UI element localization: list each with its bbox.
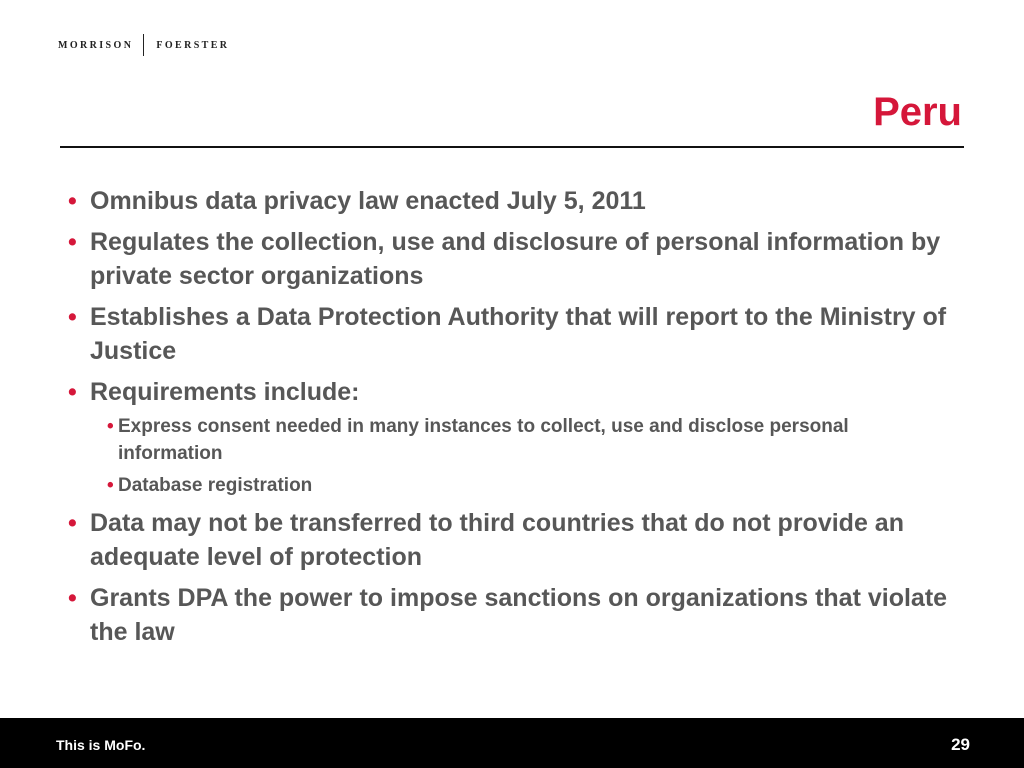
- bullet-item: [68, 300, 948, 368]
- bullet-text: Establishes a Data Protection Authority that will report to the Ministry of Justice: [90, 303, 947, 365]
- bullet-item: [68, 506, 948, 574]
- bullet-text: Omnibus data privacy law enacted July 5, 2011: [90, 187, 646, 215]
- sub-bullet-item: [90, 413, 948, 467]
- bullet-item: [68, 184, 948, 218]
- sub-bullet-text: Database registration: [118, 475, 313, 496]
- sub-bullet-list: [90, 413, 948, 499]
- bullet-text: Grants DPA the power to impose sanctions on organizations that violate the law: [90, 584, 948, 646]
- logo-left-text: MORRISON: [58, 39, 134, 51]
- slide-title: Peru: [873, 90, 962, 134]
- bullet-item: [68, 581, 948, 649]
- bullet-text: Requirements include:: [90, 378, 360, 406]
- title-rule: [60, 146, 964, 148]
- page-number: 29: [951, 735, 970, 754]
- bullet-text: Regulates the collection, use and disclosure of personal information by private sector organizations: [90, 228, 941, 290]
- footer-bar: [0, 718, 1024, 768]
- bullet-list: [68, 184, 948, 649]
- bullet-text: Data may not be transferred to third countries that do not provide an adequate level of protection: [90, 509, 904, 571]
- logo-divider: [143, 34, 144, 56]
- slide-content: [68, 184, 948, 656]
- bullet-item: [68, 375, 948, 499]
- firm-logo: [58, 34, 229, 56]
- sub-bullet-text: Express consent needed in many instances to collect, use and disclose personal information: [118, 416, 849, 464]
- bullet-item: [68, 225, 948, 293]
- footer-tagline: This is MoFo.: [56, 737, 146, 753]
- sub-bullet-item: [90, 472, 948, 499]
- logo-right-text: FOERSTER: [156, 39, 230, 51]
